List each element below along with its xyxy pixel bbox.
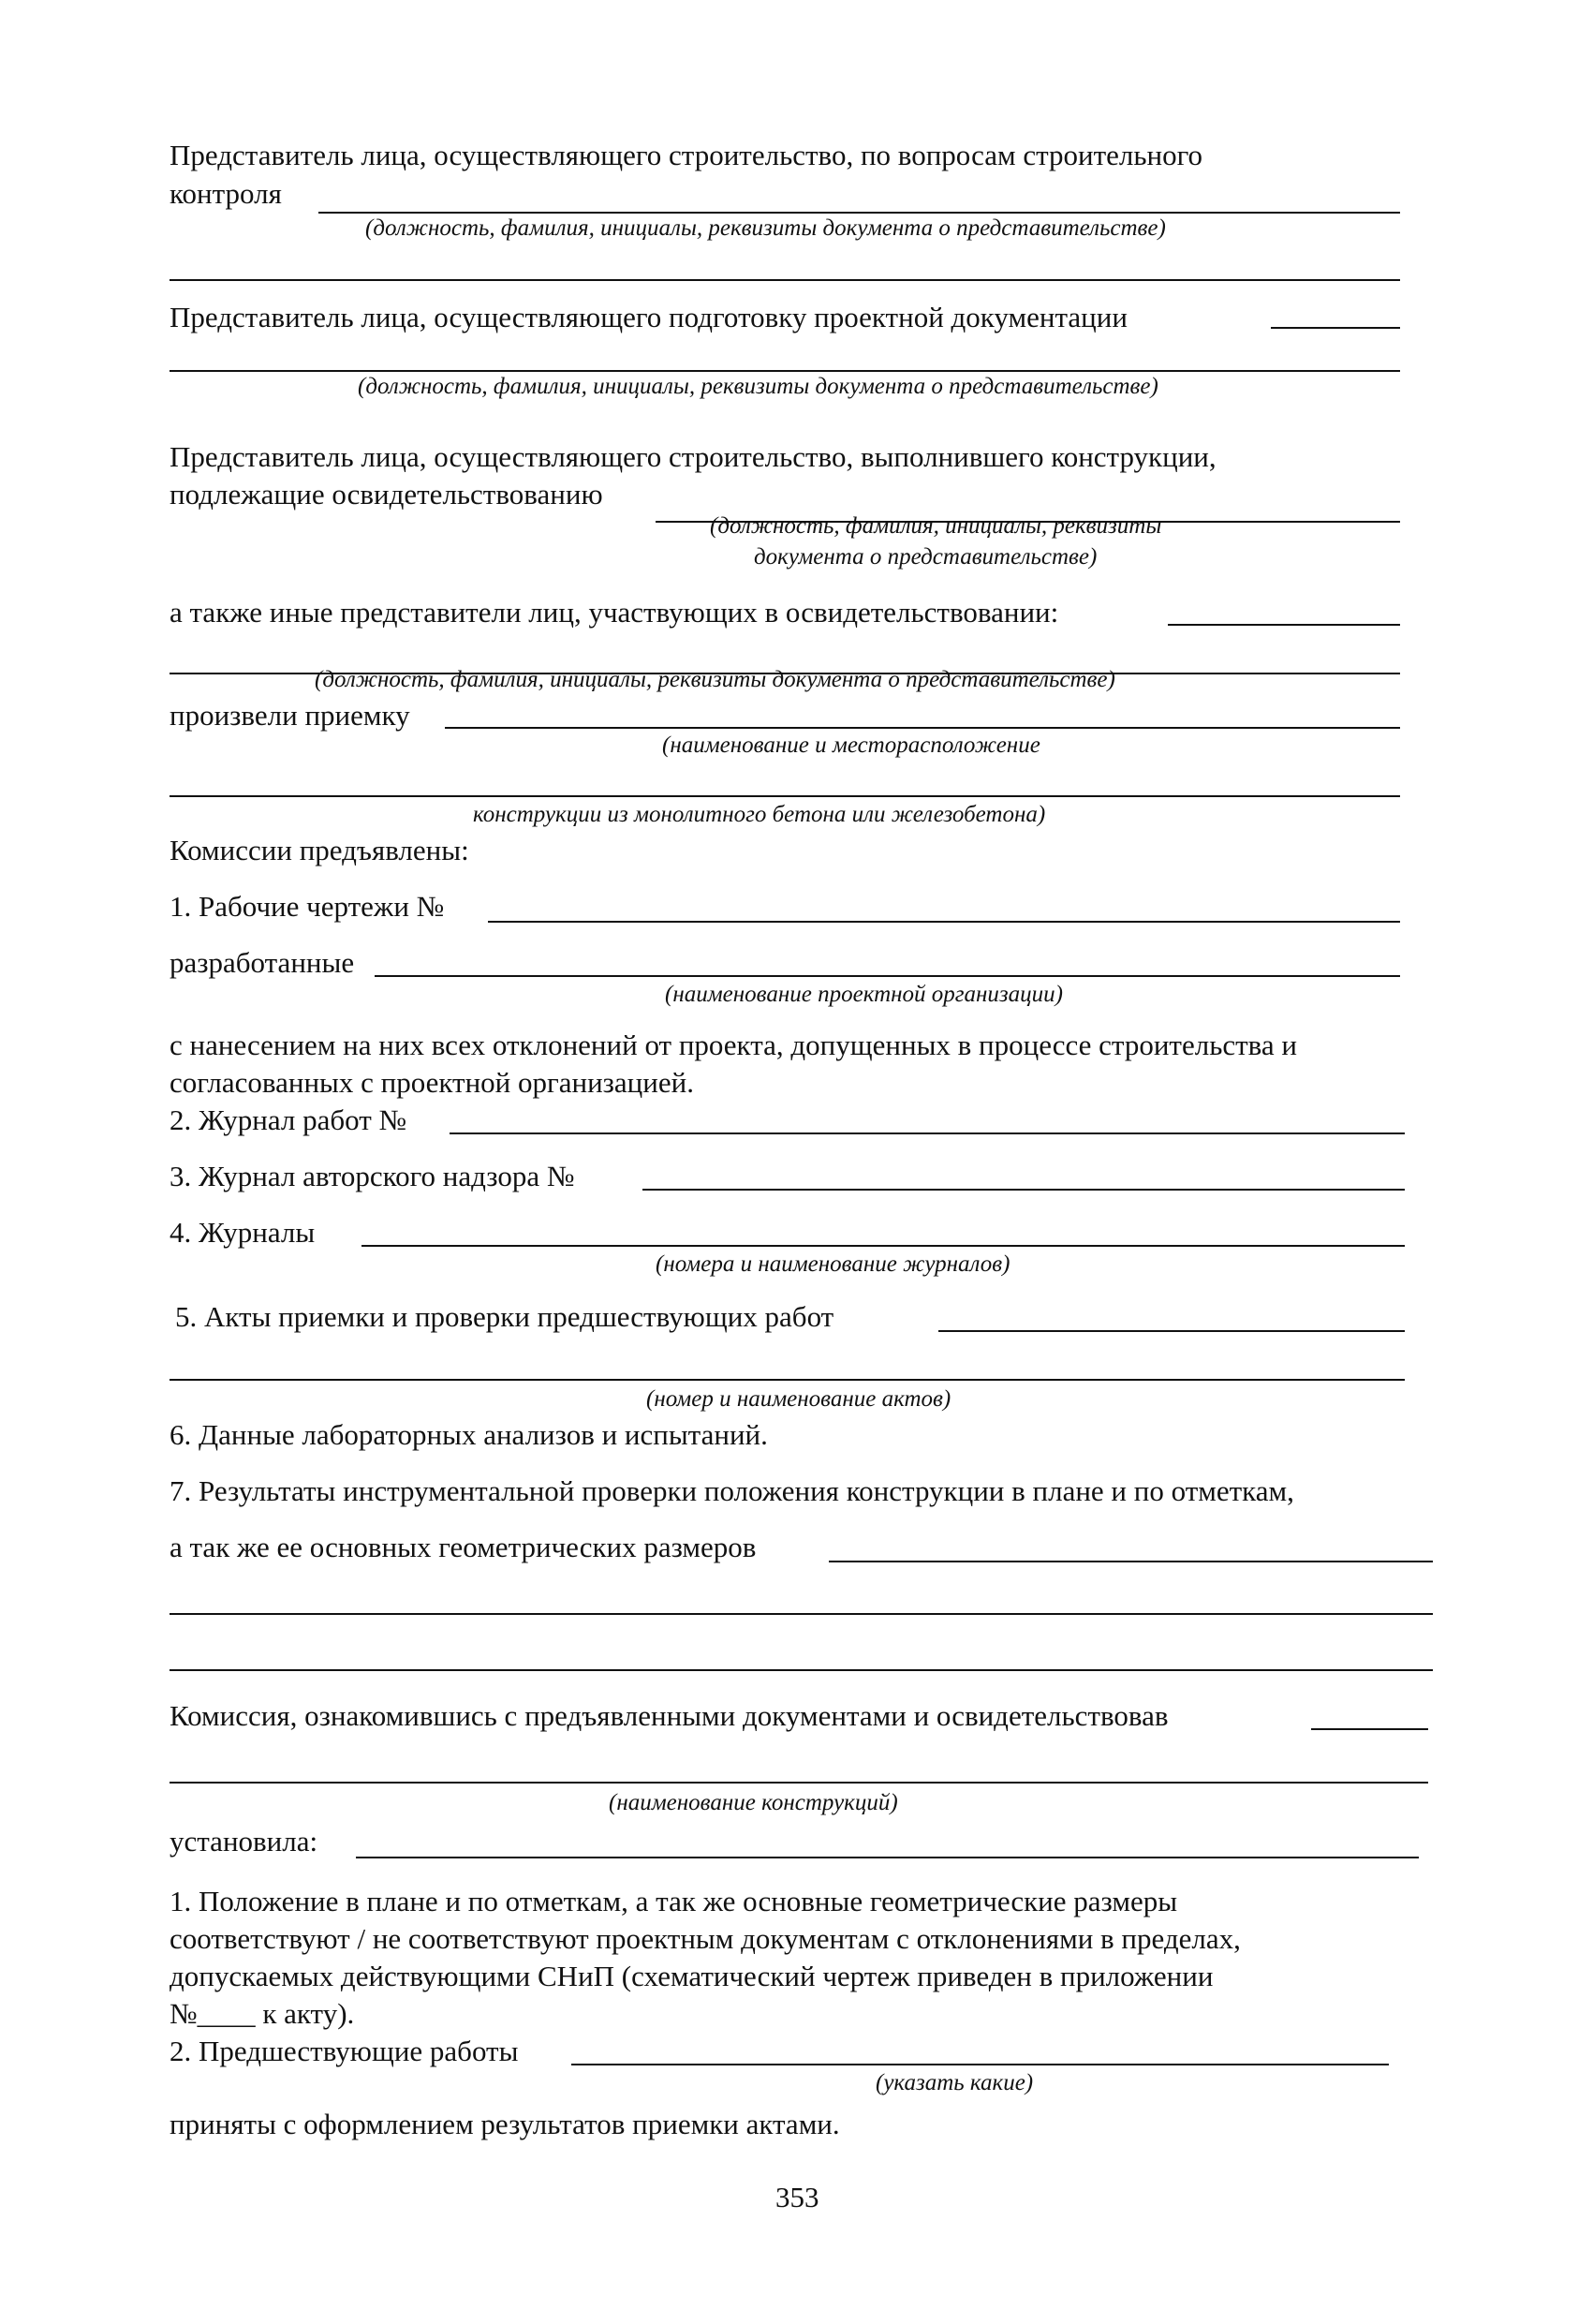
deviations-text-2: согласованных с проектной организацией. — [170, 1066, 694, 1099]
established-text: установила: — [170, 1825, 318, 1858]
rep-builder-caption-2: документа о представительстве) — [754, 544, 1098, 570]
commission-fill-line-2[interactable] — [170, 1782, 1428, 1784]
presented-heading: Комиссии предъявлены: — [170, 834, 469, 866]
developed-fill-line[interactable] — [375, 975, 1400, 977]
finding1-text-3: допускаемых действующими СНиП (схематический чертеж приведен в приложении — [170, 1960, 1214, 1992]
finding2-fill-line[interactable] — [571, 2064, 1389, 2065]
rep-builder-caption-1: (должность, фамилия, инициалы, реквизиты — [710, 513, 1162, 539]
other-reps-fill-line[interactable] — [1168, 624, 1400, 626]
rep-control-fill-line[interactable] — [318, 212, 1400, 214]
other-reps-caption: (должность, фамилия, инициалы, реквизиты документа о представительстве) — [315, 667, 1115, 692]
item7-fill-line-3[interactable] — [170, 1669, 1433, 1671]
item3-text: 3. Журнал авторского надзора № — [170, 1160, 575, 1192]
established-fill-line[interactable] — [356, 1857, 1419, 1858]
rep-design-text: Представитель лица, осуществляющего подготовку проектной документации — [170, 301, 1128, 333]
item7-fill-line-2[interactable] — [170, 1613, 1433, 1615]
deviations-text-1: с нанесением на них всех отклонений от проекта, допущенных в процессе строительства и — [170, 1029, 1297, 1061]
item4-caption: (номера и наименование журналов) — [656, 1251, 1010, 1277]
item4-text: 4. Журналы — [170, 1216, 316, 1249]
acceptance-caption-2: конструкции из монолитного бетона или железобетона) — [473, 802, 1046, 827]
rep-control-text-2: контроля — [170, 177, 282, 210]
commission-text: Комиссия, ознакомившись с предъявленными документами и освидетельствовав — [170, 1699, 1169, 1732]
item3-fill-line[interactable] — [642, 1189, 1405, 1191]
rep-control-fill-line-2[interactable] — [170, 279, 1400, 281]
commission-caption: (наименование конструкций) — [609, 1790, 898, 1815]
item7-fill-line[interactable] — [829, 1561, 1433, 1562]
commission-fill-line[interactable] — [1311, 1728, 1428, 1730]
rep-control-caption: (должность, фамилия, инициалы, реквизиты документа о представительстве) — [365, 215, 1166, 241]
item5-text: 5. Акты приемки и проверки предшествующих работ — [175, 1300, 834, 1333]
item6-text: 6. Данные лабораторных анализов и испытаний. — [170, 1418, 768, 1451]
developed-caption: (наименование проектной организации) — [665, 982, 1064, 1007]
acceptance-text: произвели приемку — [170, 699, 410, 732]
developed-text: разработанные — [170, 946, 355, 979]
item5-fill-line[interactable] — [938, 1330, 1405, 1332]
item5-caption: (номер и наименование актов) — [646, 1386, 951, 1412]
item5-fill-line-2[interactable] — [170, 1379, 1405, 1381]
item7-text-2: а так же ее основных геометрических размеров — [170, 1531, 757, 1563]
rep-builder-text-1: Представитель лица, осуществляющего строительство, выполнившего конструкции, — [170, 440, 1217, 473]
rep-design-caption: (должность, фамилия, инициалы, реквизиты документа о представительстве) — [358, 374, 1158, 399]
page-number: 353 — [775, 2181, 819, 2213]
rep-control-text-1: Представитель лица, осуществляющего строительство, по вопросам строительного — [170, 139, 1203, 171]
item7-text-1: 7. Результаты инструментальной проверки положения конструкции в плане и по отметкам, — [170, 1474, 1294, 1507]
item1-text: 1. Рабочие чертежи № — [170, 890, 445, 923]
item2-text: 2. Журнал работ № — [170, 1103, 407, 1136]
rep-design-fill-line-2[interactable] — [170, 370, 1400, 372]
finding1-text-2: соответствуют / не соответствуют проектным документам с отклонениями в пределах, — [170, 1922, 1241, 1955]
finding1-text-1: 1. Положение в плане и по отметкам, а так же основные геометрические размеры — [170, 1885, 1178, 1917]
rep-builder-text-2: подлежащие освидетельствованию — [170, 478, 603, 511]
rep-design-fill-line[interactable] — [1271, 327, 1400, 329]
item2-fill-line[interactable] — [450, 1132, 1405, 1134]
item1-fill-line[interactable] — [488, 921, 1400, 923]
acceptance-fill-line-2[interactable] — [170, 795, 1400, 797]
acceptance-caption-1: (наименование и месторасположение — [662, 733, 1040, 758]
finding1-text-4: №____ к акту). — [170, 1997, 355, 2030]
finding2-text: 2. Предшествующие работы — [170, 2035, 519, 2067]
finding2-caption: (указать какие) — [876, 2070, 1034, 2095]
other-reps-text: а также иные представители лиц, участвующих в освидетельствовании: — [170, 596, 1059, 629]
acceptance-fill-line[interactable] — [445, 727, 1400, 729]
finding2-text-2: приняты с оформлением результатов приемки актами. — [170, 2108, 840, 2140]
item4-fill-line[interactable] — [361, 1245, 1405, 1247]
